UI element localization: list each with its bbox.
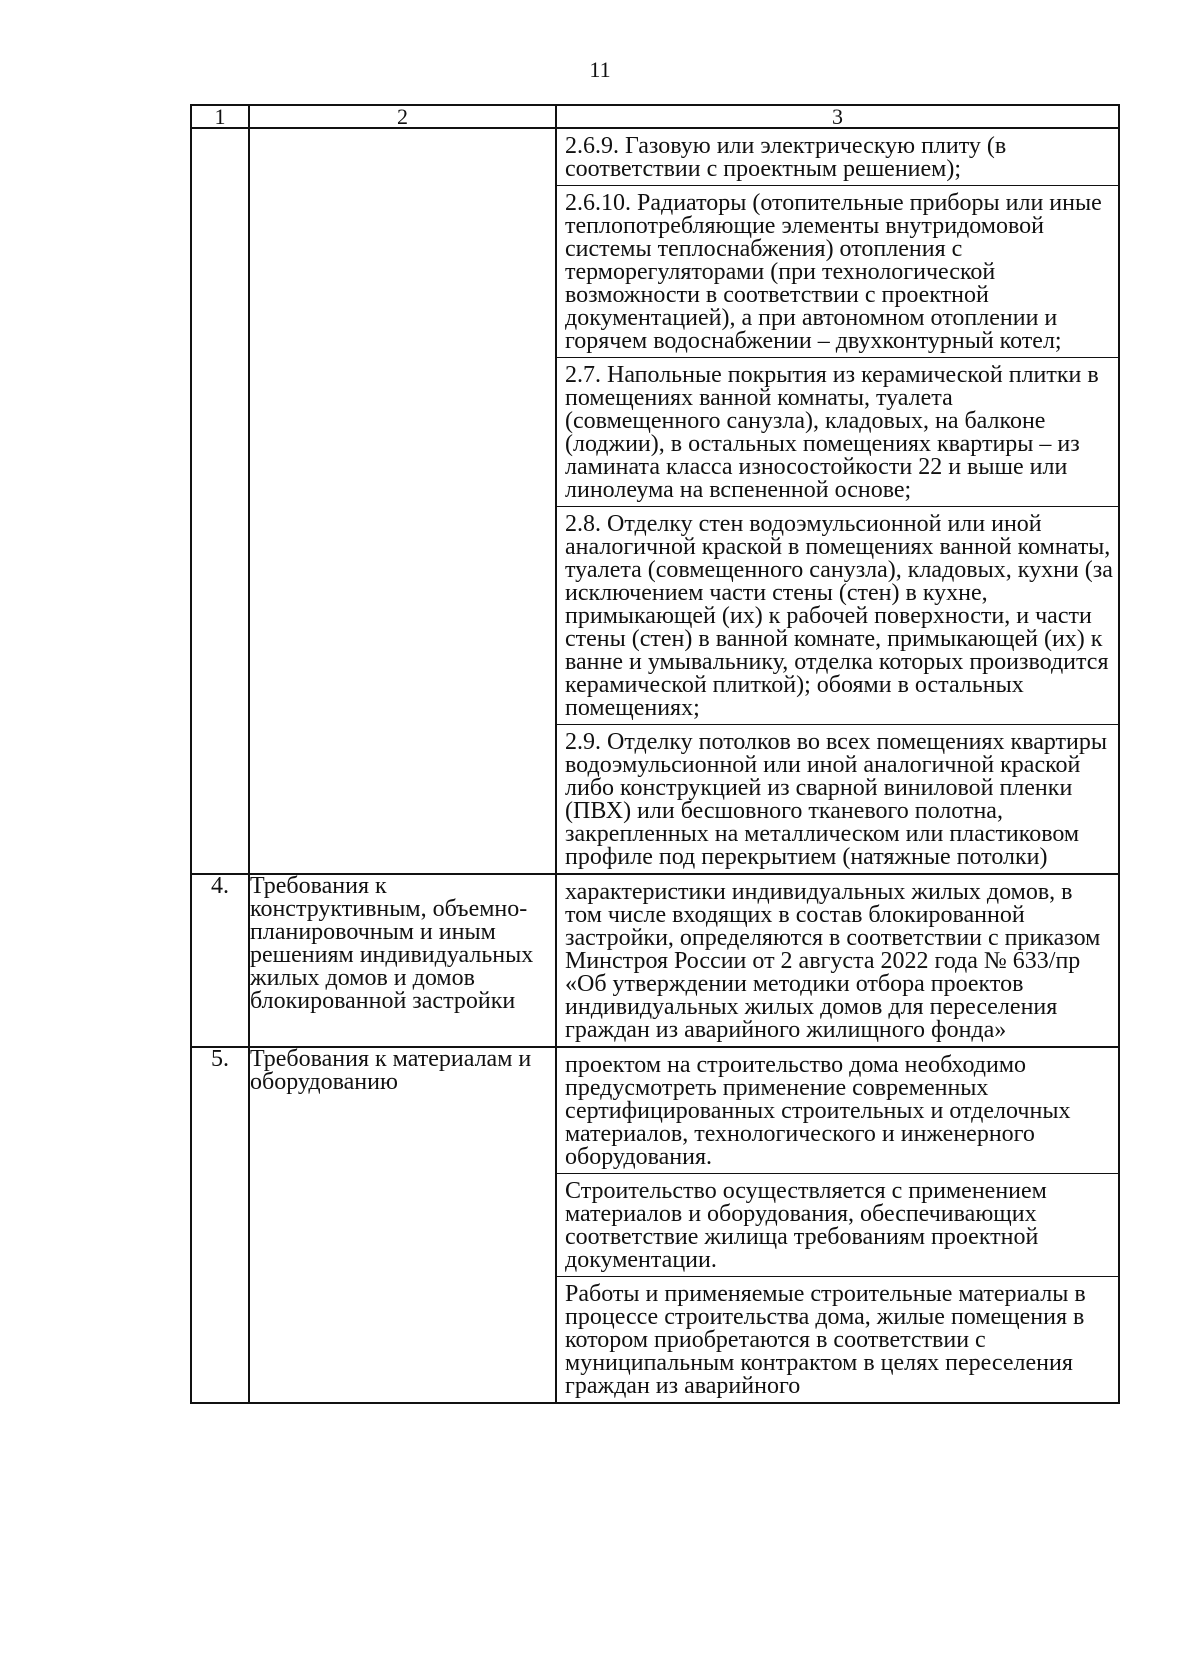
table-row bbox=[191, 1047, 1119, 1403]
paragraph: 2.6.9. Газовую или электрическую плиту (в соответствии с проектным решением); bbox=[557, 129, 1118, 186]
paragraph: 2.6.10. Радиаторы (отопительные приборы или иные теплопотребляющие элементы внутридомовой системы теплоснабжения) отопления с терморегуляторами (при технологической возможности в соответствии с проектной документацией), а при автономном отоплении и горячем водоснабжении – двухконтурный котел; bbox=[557, 186, 1118, 358]
table-row bbox=[191, 128, 1119, 874]
paragraph: 2.7. Напольные покрытия из керамической плитки в помещениях ванной комнаты, туалета (совмещенного санузла), кладовых, на балконе (лоджии), в остальных помещениях квартиры – из ламината класса износостойкости 22 и выше или линолеума на вспененной основе; bbox=[557, 358, 1118, 507]
requirement-name: Требования к материалам и оборудованию bbox=[249, 1047, 556, 1403]
requirement-content bbox=[556, 128, 1119, 874]
paragraph: 2.8. Отделку стен водоэмульсионной или иной аналогичной краской в помещениях ванной комнаты, туалета (совмещенного санузла), кладовых, кухни (за исключением части стены (стен) в кухне, примыкающей (их) к рабочей поверхности, и части стены (стен) в ванной комнате, примыкающей (их) к ванне и умывальнику, отделка которых производится керамической плиткой); обоями в остальных помещениях; bbox=[557, 507, 1118, 725]
table-header-row bbox=[191, 105, 1119, 128]
paragraph: 2.9. Отделку потолков во всех помещениях квартиры водоэмульсионной или иной аналогичной краской либо конструкцией из сварной виниловой пленки (ПВХ) или бесшовного тканевого полотна, закрепленных на металлическом или пластиковом профиле под перекрытием (натяжные потолки) bbox=[565, 729, 1107, 870]
paragraph: проектом на строительство дома необходимо предусмотреть применение современных сертифицированных строительных и отделочных материалов, технологического и инженерного оборудования. bbox=[557, 1048, 1118, 1174]
requirement-content bbox=[556, 1047, 1119, 1403]
requirement-name bbox=[249, 128, 556, 874]
row-number: 4. bbox=[191, 874, 249, 1047]
page-number: 11 bbox=[589, 57, 611, 82]
requirement-name: Требования к конструктивным, объемно-планировочным и иным решениям индивидуальных жилых домов и домов блокированной застройки bbox=[249, 874, 556, 1047]
paragraph: характеристики индивидуальных жилых домов, в том числе входящих в состав блокированной застройки, определяются в соответствии с приказом Минстроя России от 2 августа 2022 года № 633/пр «Об утверждении методики отбора проектов индивидуальных жилых домов для переселения граждан из аварийного жилищного фонда» bbox=[565, 879, 1101, 1043]
column-header-3: 3 bbox=[556, 105, 1119, 128]
paragraph: Строительство осуществляется с применением материалов и оборудования, обеспечивающих соответствие жилища требованиям проектной документации. bbox=[557, 1174, 1118, 1277]
row-number: 5. bbox=[191, 1047, 249, 1403]
column-header-1: 1 bbox=[191, 105, 249, 128]
table-row bbox=[191, 874, 1119, 1047]
row-number bbox=[191, 128, 249, 874]
column-header-2: 2 bbox=[249, 105, 556, 128]
paragraph: Работы и применяемые строительные материалы в процессе строительства дома, жилые помещения в котором приобретаются в соответствии с муниципальным контрактом в целях переселения граждан из аварийного bbox=[565, 1281, 1086, 1399]
requirement-content bbox=[556, 874, 1119, 1047]
requirements-table bbox=[190, 104, 1120, 1404]
